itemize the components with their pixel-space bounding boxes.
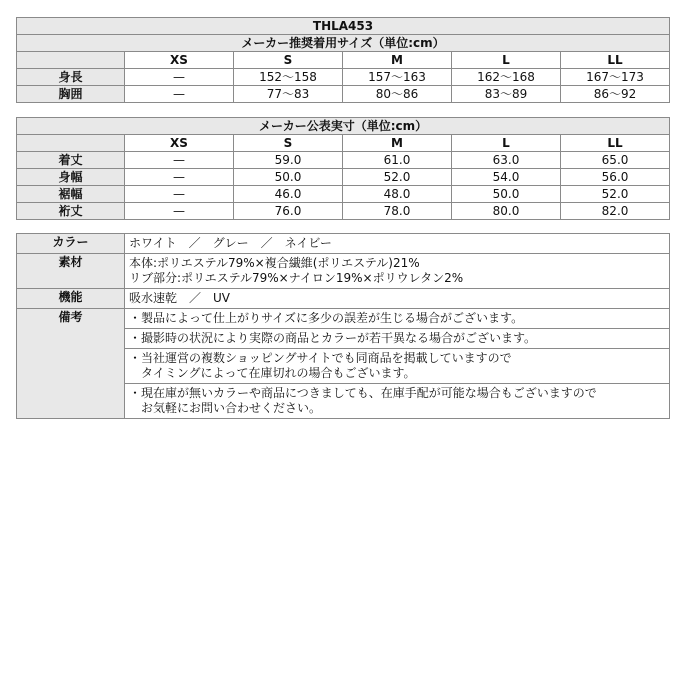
table-cell: 162〜168: [452, 69, 561, 86]
table-cell: 54.0: [452, 169, 561, 186]
table-cell: —: [125, 169, 234, 186]
table-cell: 46.0: [234, 186, 343, 203]
function-label: 機能: [17, 289, 125, 309]
detail-row-color: [17, 234, 670, 254]
function-value: 吸水速乾 ／ UV: [125, 289, 670, 309]
detail-row-function: [17, 289, 670, 309]
size-header: M: [343, 135, 452, 152]
note-line: ・現在庫が無いカラーや商品につきましても、在庫手配が可能な場合もございますので: [129, 386, 597, 400]
notes-label: 備考: [17, 309, 125, 419]
detail-row-notes: [17, 309, 670, 419]
table-cell: —: [125, 69, 234, 86]
product-details-table: [16, 233, 670, 419]
row-label: 裄丈: [17, 203, 125, 220]
product-code: THLA453: [17, 18, 670, 35]
notes-value: [125, 309, 670, 419]
table-cell: 78.0: [343, 203, 452, 220]
size-header: S: [234, 52, 343, 69]
size-header: S: [234, 135, 343, 152]
note-item: [125, 348, 669, 383]
note-item: [125, 328, 669, 348]
note-line: ・撮影時の状況により実際の商品とカラーが若干異なる場合がございます。: [129, 331, 537, 345]
color-label: カラー: [17, 234, 125, 254]
row-label: 裾幅: [17, 186, 125, 203]
size-header: L: [452, 52, 561, 69]
table-cell: 52.0: [343, 169, 452, 186]
note-item: [125, 383, 669, 418]
table-cell: 52.0: [561, 186, 670, 203]
table-cell: 152〜158: [234, 69, 343, 86]
material-line: 本体:ポリエステル79%×複合繊維(ポリエステル)21%: [129, 256, 420, 270]
row-label: 身幅: [17, 169, 125, 186]
table-cell: 83〜89: [452, 86, 561, 103]
material-line: リブ部分:ポリエステル79%×ナイロン19%×ポリウレタン2%: [129, 271, 464, 285]
size-header: XS: [125, 52, 234, 69]
row-label: 身長: [17, 69, 125, 86]
note-line: お気軽にお問い合わせください。: [129, 401, 322, 415]
material-label: 素材: [17, 254, 125, 289]
table-cell: —: [125, 186, 234, 203]
table-row: [17, 69, 670, 86]
corner-cell: [17, 52, 125, 69]
size-header: XS: [125, 135, 234, 152]
table-cell: 48.0: [343, 186, 452, 203]
table-cell: 76.0: [234, 203, 343, 220]
table-cell: 63.0: [452, 152, 561, 169]
actual-size-title: メーカー公表実寸（単位:cm）: [17, 118, 670, 135]
table-cell: 157〜163: [343, 69, 452, 86]
note-line: ・製品によって仕上がりサイズに多少の誤差が生じる場合がございます。: [129, 311, 524, 325]
color-value: ホワイト ／ グレー ／ ネイビー: [125, 234, 670, 254]
table-cell: 59.0: [234, 152, 343, 169]
recommended-size-table: [16, 17, 670, 103]
table-cell: 50.0: [452, 186, 561, 203]
detail-row-material: [17, 254, 670, 289]
note-line: ・当社運営の複数ショッピングサイトでも同商品を掲載していますので: [129, 351, 512, 365]
row-label: 胸囲: [17, 86, 125, 103]
actual-size-table: [16, 117, 670, 220]
table-cell: —: [125, 203, 234, 220]
recommended-size-title: メーカー推奨着用サイズ（単位:cm）: [17, 35, 670, 52]
table-row: [17, 169, 670, 186]
table-cell: 167〜173: [561, 69, 670, 86]
table-row: [17, 86, 670, 103]
table-cell: 56.0: [561, 169, 670, 186]
note-line: タイミングによって在庫切れの場合もございます。: [129, 366, 416, 380]
table-cell: 77〜83: [234, 86, 343, 103]
table-cell: 80〜86: [343, 86, 452, 103]
size-header: L: [452, 135, 561, 152]
table-cell: 80.0: [452, 203, 561, 220]
size-header: M: [343, 52, 452, 69]
table-row: [17, 152, 670, 169]
row-label: 着丈: [17, 152, 125, 169]
table-cell: 50.0: [234, 169, 343, 186]
note-item: [125, 309, 669, 328]
size-header: LL: [561, 52, 670, 69]
table-cell: 65.0: [561, 152, 670, 169]
table-cell: 82.0: [561, 203, 670, 220]
size-header: LL: [561, 135, 670, 152]
table-row: [17, 203, 670, 220]
corner-cell: [17, 135, 125, 152]
table-cell: 86〜92: [561, 86, 670, 103]
table-cell: —: [125, 152, 234, 169]
table-cell: —: [125, 86, 234, 103]
material-value: [125, 254, 670, 289]
table-cell: 61.0: [343, 152, 452, 169]
table-row: [17, 186, 670, 203]
